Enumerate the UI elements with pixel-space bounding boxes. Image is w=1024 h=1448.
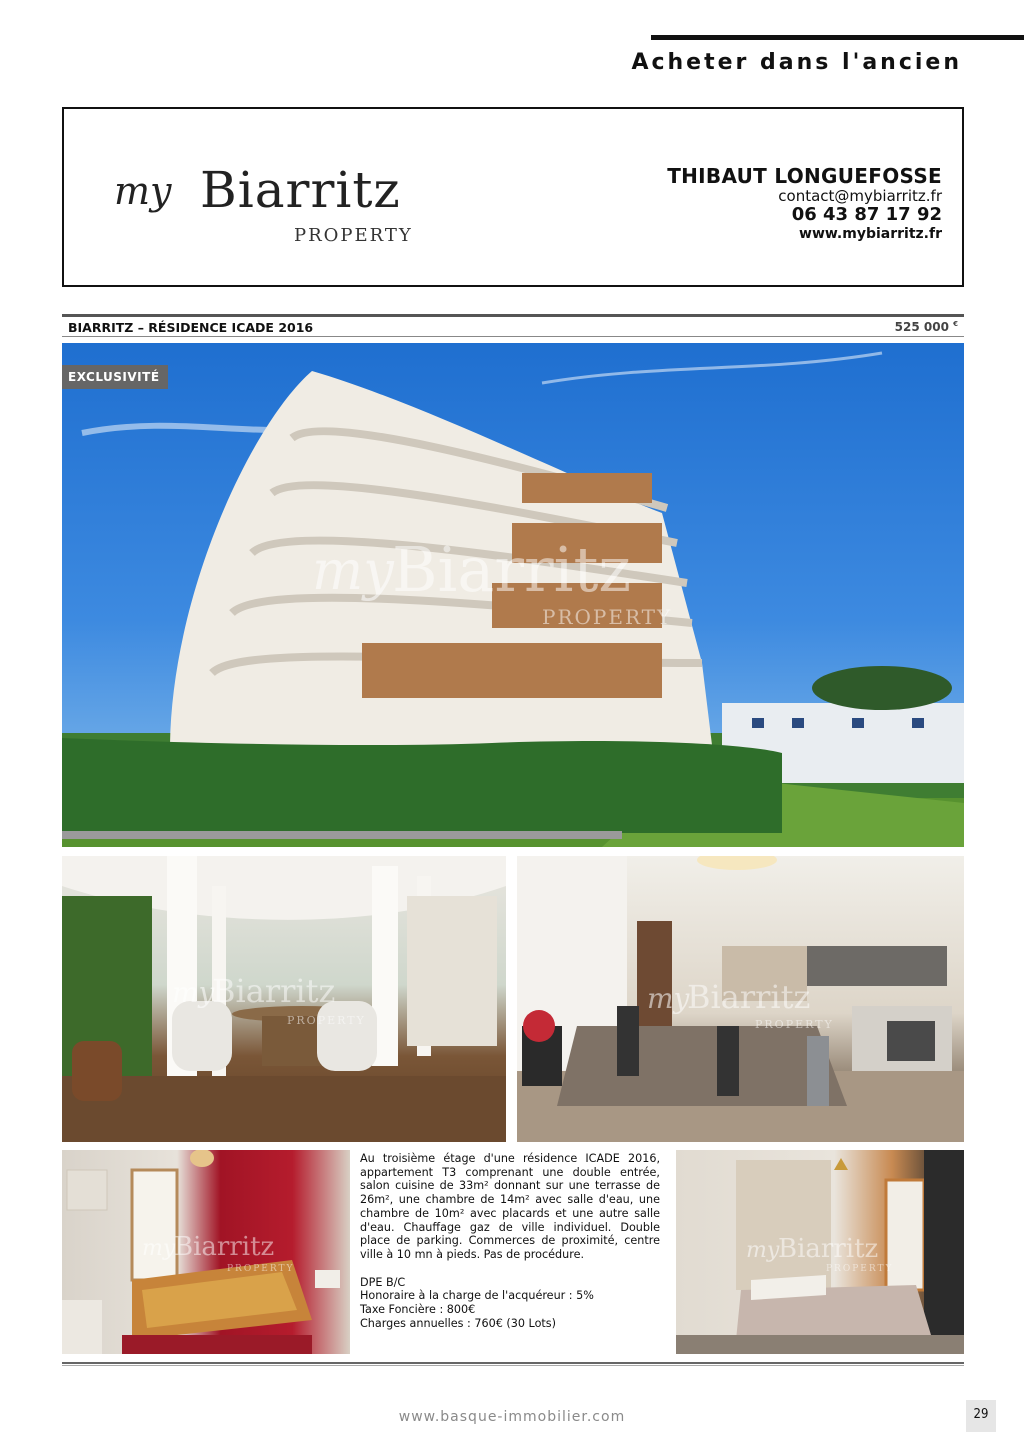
section-title: Acheter dans l'ancien — [631, 50, 962, 75]
dining-watermark-script: my — [647, 982, 690, 1015]
contact-phone[interactable]: 06 43 87 17 92 — [791, 204, 942, 226]
bedroom2-watermark-script: my — [746, 1238, 780, 1263]
logo-script-text: my — [114, 169, 172, 213]
listing-title: BIARRITZ – RÉSIDENCE ICADE 2016 — [68, 320, 314, 335]
listing-price — [895, 320, 958, 334]
terrace-watermark-main: Biarritz — [212, 972, 336, 1010]
logo-sub-text: PROPERTY — [294, 225, 413, 246]
watermark-main: Biarritz — [392, 533, 632, 606]
logo-main-text: Biarritz — [200, 161, 401, 219]
detail-fees: Honoraire à la charge de l'acquéreur : 5% — [360, 1289, 594, 1303]
residence-exterior-photo — [62, 343, 964, 847]
agency-logo — [114, 157, 434, 257]
listing-details — [360, 1276, 660, 1331]
price-value: 525 000 — [894, 320, 949, 334]
price-currency: € — [953, 320, 958, 328]
bedroom-red-photo — [62, 1150, 350, 1354]
terrace-photo — [62, 856, 506, 1142]
contact-website[interactable]: www.mybiarritz.fr — [799, 225, 942, 242]
detail-annual-charges: Charges annuelles : 760€ (30 Lots) — [360, 1316, 556, 1330]
bedroom1-watermark-main: Biarritz — [174, 1232, 275, 1262]
bedroom2-watermark-sub: PROPERTY — [826, 1264, 894, 1274]
dining-watermark-main: Biarritz — [687, 978, 811, 1016]
dining-watermark-sub: PROPERTY — [755, 1018, 834, 1031]
terrace-watermark-script: my — [172, 976, 215, 1009]
description-paragraph: Au troisième étage d'une résidence ICADE 2016, appartement T3 comprenant une double entrée, salon cuisine de 33m² donnant sur une terrasse de 26m², une chambre de 14m² avec salle d'eau, une chambre de 10m² avec placards et une autre salle d'eau. Chauffage gaz de ville individuel. Double place de parking. Commerces de proximité, centre ville à 10 mn à pieds. Pas de procédure. — [360, 1152, 660, 1261]
exclusive-badge: EXCLUSIVITÉ — [62, 365, 168, 389]
listing-rule-bottom — [62, 336, 964, 337]
header-rule — [651, 35, 1024, 40]
footer-url[interactable]: www.basque-immobilier.com — [398, 1409, 626, 1425]
listing-description — [360, 1152, 660, 1330]
bedroom1-watermark-script: my — [142, 1236, 176, 1261]
living-kitchen-photo — [517, 856, 964, 1142]
bedroom1-watermark-sub: PROPERTY — [227, 1264, 295, 1274]
detail-dpe: DPE B/C — [360, 1275, 406, 1289]
watermark-script: my — [312, 539, 394, 602]
detail-property-tax: Taxe Foncière : 800€ — [360, 1303, 476, 1317]
agency-contact — [667, 165, 942, 242]
agency-ad-box — [62, 107, 964, 287]
bedroom-beige-photo — [676, 1150, 964, 1354]
listing-rule-top — [62, 314, 964, 317]
contact-email[interactable]: contact@mybiarritz.fr — [778, 187, 942, 205]
listing-bottom-rule — [62, 1362, 964, 1366]
bedroom2-watermark-main: Biarritz — [778, 1234, 879, 1264]
watermark-sub: PROPERTY — [542, 605, 673, 629]
page-number: 29 — [966, 1400, 996, 1432]
contact-name: THIBAUT LONGUEFOSSE — [667, 164, 942, 188]
terrace-watermark-sub: PROPERTY — [287, 1014, 366, 1027]
